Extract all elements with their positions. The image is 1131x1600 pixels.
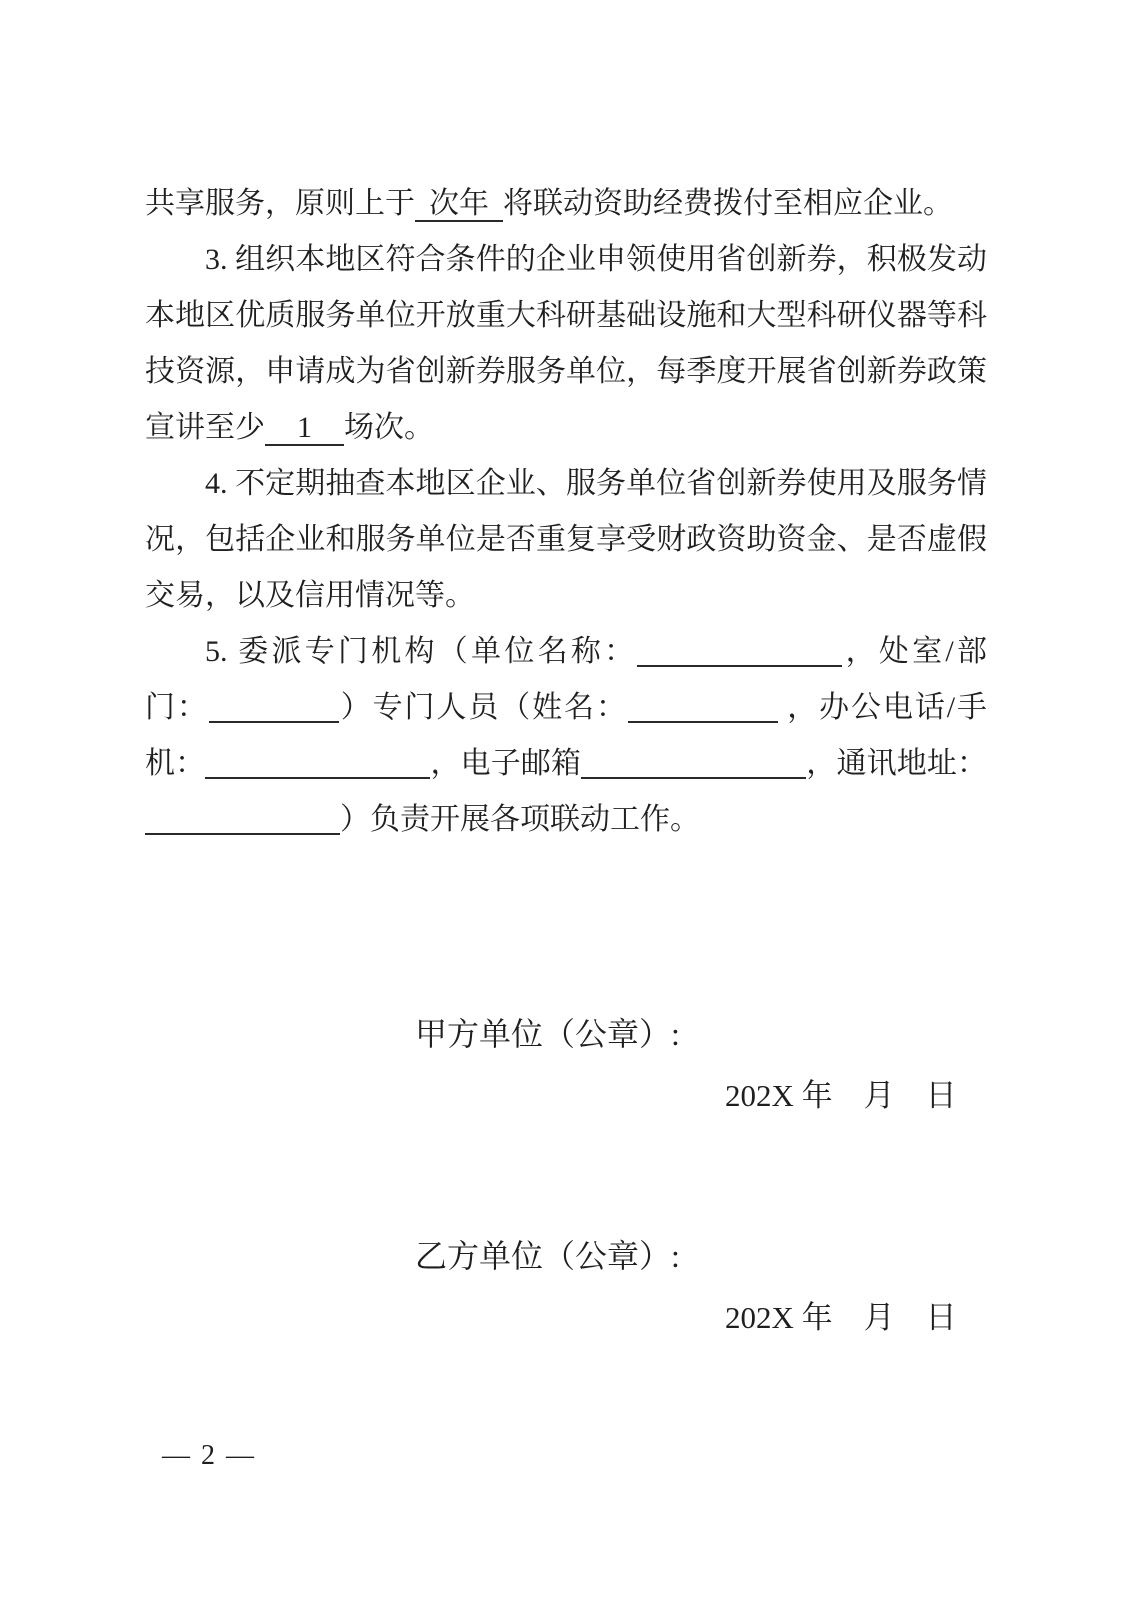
text-segment: ）负责开展各项联动工作。	[340, 803, 700, 836]
underlined-fill-in-value: 次年	[415, 187, 503, 222]
text-segment: ，处室/部门：	[145, 635, 988, 724]
text-segment: ，通讯地址：	[806, 747, 988, 780]
blank-fill-in-field	[205, 751, 430, 779]
text-segment: ，电子邮箱	[430, 747, 582, 780]
text-segment: ，办公电话/手机：	[145, 691, 987, 780]
page-number: — 2 —	[162, 1440, 256, 1471]
paragraph-continuation	[145, 176, 987, 232]
underlined-fill-in-value: 1	[265, 411, 344, 446]
text-segment: 3. 组织本地区符合条件的企业申领使用省创新券，积极发动本地区优质服务单位开放重大科研基础设施和大型科研仪器等科技资源，申请成为省创新券服务单位，每季度开展省创新券政策宣讲至少	[145, 243, 987, 444]
text-segment: ）专门人员（姓名：	[338, 691, 628, 724]
paragraph-item-5	[145, 624, 987, 848]
text-segment: 5. 委派专门机构（单位名称：	[205, 635, 638, 668]
party-a-seal-label: 甲方单位（公章）:	[415, 1016, 680, 1052]
text-segment: 共享服务，原则上于	[145, 187, 415, 220]
party-a-date-line: 202X 年 月 日	[725, 1078, 957, 1113]
party-b-date-line: 202X 年 月 日	[725, 1300, 957, 1335]
blank-fill-in-field	[145, 807, 340, 835]
paragraph-item-3	[145, 232, 987, 456]
blank-fill-in-field	[637, 639, 842, 667]
text-segment: 将联动资助经费拨付至相应企业。	[503, 187, 953, 220]
blank-fill-in-field	[628, 695, 778, 723]
party-b-seal-label: 乙方单位（公章）:	[415, 1238, 680, 1274]
paragraph-item-4	[145, 456, 987, 624]
document-body	[145, 176, 987, 848]
blank-fill-in-field	[581, 751, 806, 779]
blank-fill-in-field	[209, 695, 339, 723]
text-segment: 4. 不定期抽查本地区企业、服务单位省创新券使用及服务情况，包括企业和服务单位是否重复享受财政资助资金、是否虚假交易，以及信用情况等。	[145, 467, 987, 612]
text-segment: 场次。	[344, 411, 434, 444]
